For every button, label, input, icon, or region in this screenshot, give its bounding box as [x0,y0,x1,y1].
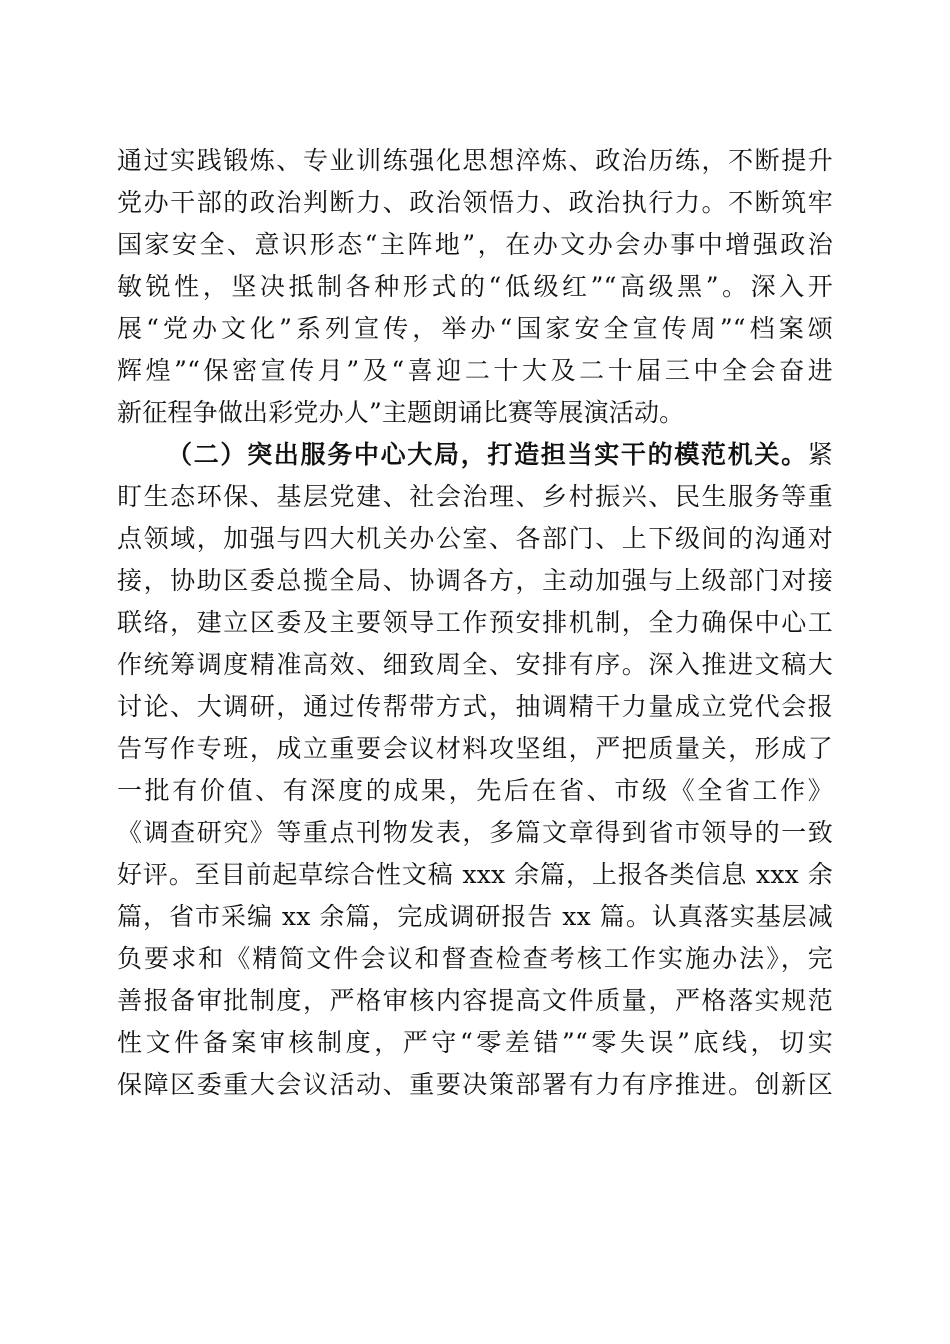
section-heading: （二）突出服务中心大局，打造担当实干的模范机关。 [167,440,808,469]
paragraph-2-line-7: 讨论、大调研，通过传帮带方式，抽调精干力量成立党代会报 [117,692,833,721]
paragraph-2-first-line-tail: 紧 [807,440,833,469]
paragraph-1-line-7: 新征程争做出彩党办人”主题朗诵比赛等展演活动。 [117,398,685,427]
paragraph-2-line-14: 善报备审批制度，严格审核内容提高文件质量，严格落实规范 [117,986,833,1015]
paragraph-1-line-4: 敏锐性，坚决抵制各种形式的“低级红”“高级黑”。深入开 [117,272,833,301]
paragraph-2-line-16: 保障区委重大会议活动、重要决策部署有力有序推进。创新区 [117,1070,833,1099]
paragraph-2-line-11: 好评。至目前起草综合性文稿 xxx 余篇，上报各类信息 xxx 余 [117,860,833,889]
paragraph-1-line-5: 展“党办文化”系列宣传，举办“国家安全宣传周”“档案颂 [117,314,833,343]
paragraph-2-line-3: 点领域，加强与四大机关办公室、各部门、上下级间的沟通对 [117,524,833,553]
paragraph-1-line-3: 国家安全、意识形态“主阵地”，在办文办会办事中增强政治 [117,230,833,259]
paragraph-2-line-4: 接，协助区委总揽全局、协调各方，主动加强与上级部门对接 [117,566,833,595]
paragraph-2-line-15: 性文件备案审核制度，严守“零差错”“零失误”底线，切实 [117,1028,833,1057]
paragraph-2-line-13: 负要求和《精简文件会议和督查检查考核工作实施办法》，完 [117,944,833,973]
paragraph-2-line-5: 联络，建立区委及主要领导工作预安排机制，全力确保中心工 [117,608,833,637]
paragraph-2-line-8: 告写作专班，成立重要会议材料攻坚组，严把质量关，形成了 [117,734,833,763]
paragraph-2-line-10: 《调查研究》等重点刊物发表，多篇文章得到省市领导的一致 [117,818,833,847]
paragraph-2-line-6: 作统筹调度精准高效、细致周全、安排有序。深入推进文稿大 [117,650,833,679]
paragraph-1-line-6: 辉煌”“保密宣传月”及“喜迎二十大及二十届三中全会奋进 [117,356,833,385]
paragraph-2-line-2: 盯生态环保、基层党建、社会治理、乡村振兴、民生服务等重 [117,482,833,511]
paragraph-1-line-1: 通过实践锻炼、专业训练强化思想淬炼、政治历练，不断提升 [117,146,833,175]
paragraph-2-line-9: 一批有价值、有深度的成果，先后在省、市级《全省工作》 [117,776,833,805]
paragraph-1-line-2: 党办干部的政治判断力、政治领悟力、政治执行力。不断筑牢 [117,188,833,217]
paragraph-2-first-line [167,435,833,475]
paragraph-2-line-12: 篇，省市采编 xx 余篇，完成调研报告 xx 篇。认真落实基层减 [117,902,833,931]
